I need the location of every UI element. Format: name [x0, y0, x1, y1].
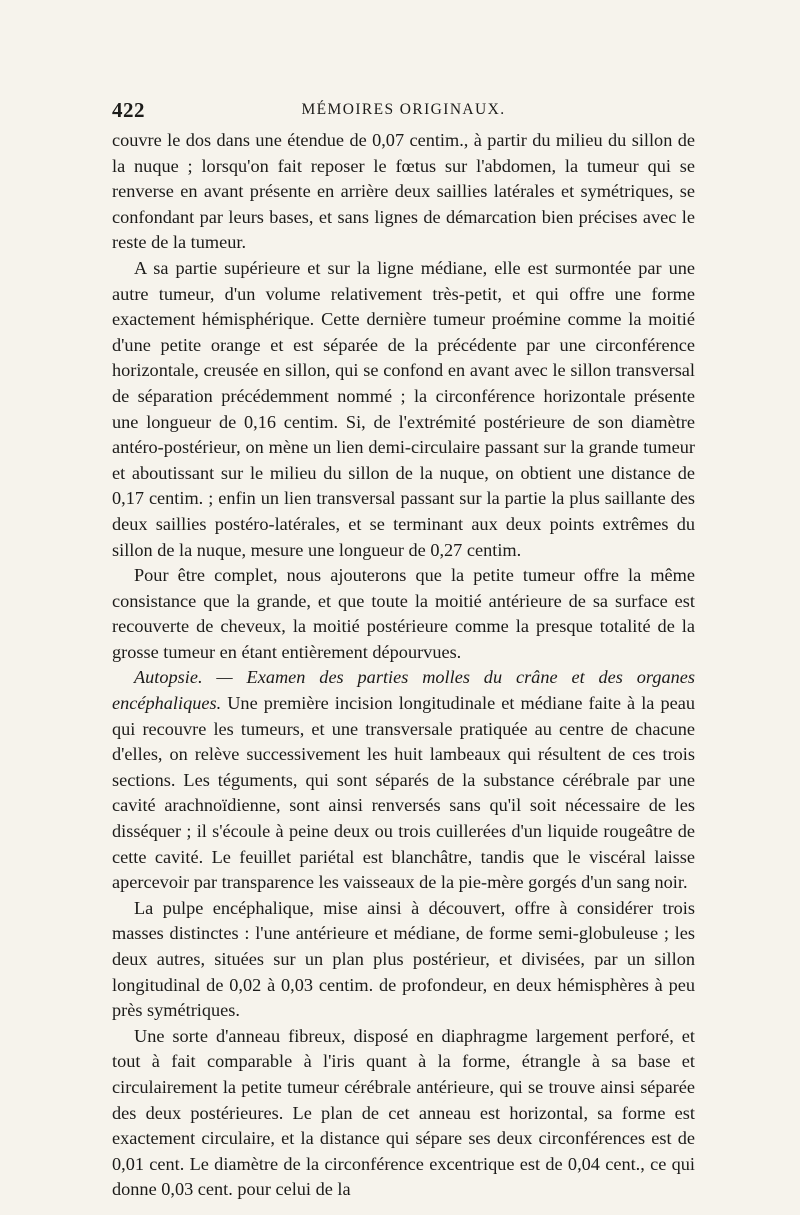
paragraph-autopsy: [112, 665, 695, 895]
autopsy-text: Une première incision longitudinale et médiane faite à la peau qui recouvre les tumeurs, et une transversale pratiquée au centre de chacune d'elles, on relève successivement les huit lambeaux qui résultent de ces trois sections. Les téguments, qui sont séparés de la substance cérébrale par une cavité arachnoïdienne, sont ainsi renversés sans qu'il soit nécessaire de les disséquer ; il s'écoule à peine deux ou trois cuillerées d'un liquide rougeâtre de cette cavité. Le feuillet pariétal est blanchâtre, tandis que le viscéral laisse apercevoir par transparence les vaisseaux de la pie-mère gorgés d'un sang noir.: [112, 693, 695, 893]
paragraph-fibrous-ring: Une sorte d'anneau fibreux, disposé en diaphragme largement perforé, et tout à fait comparable à l'iris quant à la forme, étrangle à sa base et circulairement la petite tumeur cérébrale antérieure, qui se trouve ainsi séparée des deux postérieures. Le plan de cet anneau est horizontal, sa forme est exactement circulaire, et la distance qui sépare ses deux circonférences est de 0,01 cent. Le diamètre de la circonférence excentrique est de 0,04 cent., ce qui donne 0,03 cent. pour celui de la: [112, 1025, 695, 1200]
running-title: MÉMOIRES ORIGINAUX.: [301, 101, 506, 118]
paragraph-consistency: Pour être complet, nous ajouterons que la petite tumeur offre la même consistance que la grande, et que toute la moitié antérieure de sa surface est recouverte de cheveux, la moitié postérieure comme la presque totalité de la grosse tumeur en étant entièrement dépourvues.: [112, 565, 695, 662]
body-text: [112, 128, 695, 1203]
paragraph-brain-pulp: La pulpe encéphalique, mise ainsi à découvert, offre à considérer trois masses distinctes : l'une antérieure et médiane, de forme semi-globuleuse ; les deux autres, situées sur un plan plus postérieur, et divisées, par un sillon longitudinal de 0,02 à 0,03 centim. de profondeur, en deux hémisphères à peu près symétriques.: [112, 897, 695, 1021]
running-head: [112, 98, 695, 124]
paragraph-continuation: couvre le dos dans une étendue de 0,07 centim., à partir du milieu du sillon de la nuque ; lorsqu'on fait reposer le fœtus sur l'abdomen, la tumeur qui se renverse en avant présente en arrière deux saillies latérales et symétriques, se confondant par leurs bases, et sans lignes de démarcation bien précises avec le reste de la tumeur.: [112, 130, 695, 253]
paragraph-superior-tumor: A sa partie supérieure et sur la ligne médiane, elle est surmontée par une autre tumeur, d'un volume relativement très-petit, et qui offre une forme exactement hémisphérique. Cette dernière tumeur proémine comme la moitié d'une petite orange et est séparée de la précédente par une circonférence horizontale, creusée en sillon, qui se confond en avant avec le sillon transversal de séparation précédemment nommé ; la circonférence horizontale présente une longueur de 0,16 centim. Si, de l'extrémité postérieure de son diamètre antéro-postérieur, on mène un lien demi-circulaire passant sur la grande tumeur et aboutissant sur le milieu du sillon de la nuque, on obtient une distance de 0,17 centim. ; enfin un lien transversal passant sur la partie la plus saillante des deux saillies postéro-latérales, et se terminant aux deux points extrêmes du sillon de la nuque, mesure une longueur de 0,27 centim.: [112, 257, 695, 560]
page-number: 422: [112, 98, 145, 122]
autopsy-heading: Autopsie. — Examen des parties molles du crâne et des organes encéphaliques.: [112, 667, 695, 714]
